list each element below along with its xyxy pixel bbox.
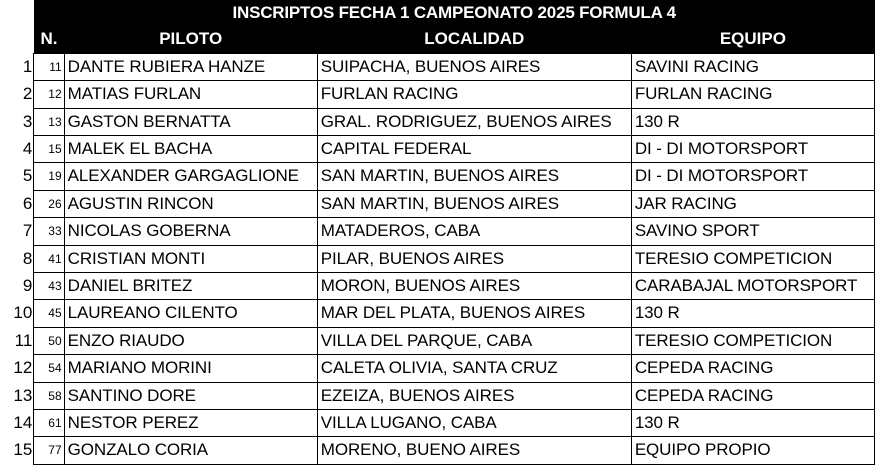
driver-team: TERESIO COMPETICION bbox=[631, 245, 874, 272]
driver-name: SANTINO DORE bbox=[64, 382, 317, 409]
driver-name: ENZO RIAUDO bbox=[64, 327, 317, 354]
car-number: 50 bbox=[34, 327, 64, 354]
driver-name: NESTOR PEREZ bbox=[64, 410, 317, 437]
driver-name: MALEK EL BACHA bbox=[64, 136, 317, 163]
table-row bbox=[0, 163, 875, 190]
row-number: 14 bbox=[13, 413, 33, 433]
row-number: 5 bbox=[22, 166, 33, 186]
driver-name: AGUSTIN RINCON bbox=[64, 190, 317, 217]
driver-team: DI - DI MOTORSPORT bbox=[631, 163, 874, 190]
table-row bbox=[0, 410, 875, 437]
row-number: 1 bbox=[22, 56, 33, 76]
table-row bbox=[0, 218, 875, 245]
row-number: 4 bbox=[22, 139, 33, 159]
driver-team: 130 R bbox=[631, 108, 874, 135]
driver-name: GASTON BERNATTA bbox=[64, 108, 317, 135]
row-number: 12 bbox=[13, 358, 33, 378]
driver-locality: VILLA LUGANO, CABA bbox=[317, 410, 631, 437]
header-localidad: LOCALIDAD bbox=[317, 26, 631, 53]
table-body bbox=[0, 53, 875, 464]
car-number: 11 bbox=[34, 53, 64, 80]
table-row bbox=[0, 190, 875, 217]
row-number: 15 bbox=[13, 440, 33, 460]
driver-locality: MORENO, BUENO AIRES bbox=[317, 437, 631, 464]
driver-name: NICOLAS GOBERNA bbox=[64, 218, 317, 245]
car-number: 58 bbox=[34, 382, 64, 409]
table-row bbox=[0, 273, 875, 300]
driver-team: 130 R bbox=[631, 300, 874, 327]
car-number: 26 bbox=[34, 190, 64, 217]
car-number: 77 bbox=[34, 437, 64, 464]
driver-locality: CALETA OLIVIA, SANTA CRUZ bbox=[317, 355, 631, 382]
driver-team: CEPEDA RACING bbox=[631, 355, 874, 382]
driver-name: DANIEL BRITEZ bbox=[64, 273, 317, 300]
table-row bbox=[0, 136, 875, 163]
driver-team: DI - DI MOTORSPORT bbox=[631, 136, 874, 163]
driver-team: SAVINI RACING bbox=[631, 53, 874, 80]
driver-team: SAVINO SPORT bbox=[631, 218, 874, 245]
car-number: 41 bbox=[34, 245, 64, 272]
row-number: 6 bbox=[22, 193, 33, 213]
driver-team: FURLAN RACING bbox=[631, 81, 874, 108]
car-number: 54 bbox=[34, 355, 64, 382]
driver-name: DANTE RUBIERA HANZE bbox=[64, 53, 317, 80]
driver-team: JAR RACING bbox=[631, 190, 874, 217]
driver-name: MATIAS FURLAN bbox=[64, 81, 317, 108]
driver-name: LAUREANO CILENTO bbox=[64, 300, 317, 327]
table-row bbox=[0, 53, 875, 80]
row-number: 9 bbox=[22, 276, 33, 296]
row-number-blank bbox=[0, 0, 34, 26]
car-number: 61 bbox=[34, 410, 64, 437]
row-number: 2 bbox=[22, 84, 33, 104]
table-row bbox=[0, 245, 875, 272]
driver-locality: CAPITAL FEDERAL bbox=[317, 136, 631, 163]
row-number: 10 bbox=[13, 303, 33, 323]
driver-locality: EZEIZA, BUENOS AIRES bbox=[317, 382, 631, 409]
car-number: 13 bbox=[34, 108, 64, 135]
car-number: 43 bbox=[34, 273, 64, 300]
row-number: 7 bbox=[22, 221, 33, 241]
row-number: 3 bbox=[22, 111, 33, 131]
driver-team: EQUIPO PROPIO bbox=[631, 437, 874, 464]
header-piloto: PILOTO bbox=[64, 26, 317, 53]
row-number: 13 bbox=[13, 385, 33, 405]
driver-locality: GRAL. RODRIGUEZ, BUENOS AIRES bbox=[317, 108, 631, 135]
table-row bbox=[0, 355, 875, 382]
title-row bbox=[0, 0, 875, 26]
car-number: 12 bbox=[34, 81, 64, 108]
driver-team: TERESIO COMPETICION bbox=[631, 327, 874, 354]
driver-name: MARIANO MORINI bbox=[64, 355, 317, 382]
driver-name: CRISTIAN MONTI bbox=[64, 245, 317, 272]
driver-locality: SAN MARTIN, BUENOS AIRES bbox=[317, 190, 631, 217]
driver-team: 130 R bbox=[631, 410, 874, 437]
car-number: 45 bbox=[34, 300, 64, 327]
header-row bbox=[0, 26, 875, 53]
table-row bbox=[0, 382, 875, 409]
row-number: 8 bbox=[22, 248, 33, 268]
table-row bbox=[0, 108, 875, 135]
driver-locality: PILAR, BUENOS AIRES bbox=[317, 245, 631, 272]
table-row bbox=[0, 300, 875, 327]
driver-locality: VILLA DEL PARQUE, CABA bbox=[317, 327, 631, 354]
header-equipo: EQUIPO bbox=[631, 26, 874, 53]
driver-name: GONZALO CORIA bbox=[64, 437, 317, 464]
car-number: 33 bbox=[34, 218, 64, 245]
table-row bbox=[0, 437, 875, 464]
driver-locality: SUIPACHA, BUENOS AIRES bbox=[317, 53, 631, 80]
row-number-blank bbox=[0, 26, 34, 53]
table-row bbox=[0, 327, 875, 354]
driver-name: ALEXANDER GARGAGLIONE bbox=[64, 163, 317, 190]
driver-locality: FURLAN RACING bbox=[317, 81, 631, 108]
header-num: N. bbox=[34, 26, 64, 53]
car-number: 19 bbox=[34, 163, 64, 190]
driver-team: CEPEDA RACING bbox=[631, 382, 874, 409]
driver-locality: MATADEROS, CABA bbox=[317, 218, 631, 245]
row-number: 11 bbox=[14, 330, 33, 350]
driver-locality: SAN MARTIN, BUENOS AIRES bbox=[317, 163, 631, 190]
car-number: 15 bbox=[34, 136, 64, 163]
driver-team: CARABAJAL MOTORSPORT bbox=[631, 273, 874, 300]
table-row bbox=[0, 81, 875, 108]
driver-locality: MAR DEL PLATA, BUENOS AIRES bbox=[317, 300, 631, 327]
driver-locality: MORON, BUENOS AIRES bbox=[317, 273, 631, 300]
table-title: INSCRIPTOS FECHA 1 CAMPEONATO 2025 FORMULA 4 bbox=[34, 0, 875, 26]
